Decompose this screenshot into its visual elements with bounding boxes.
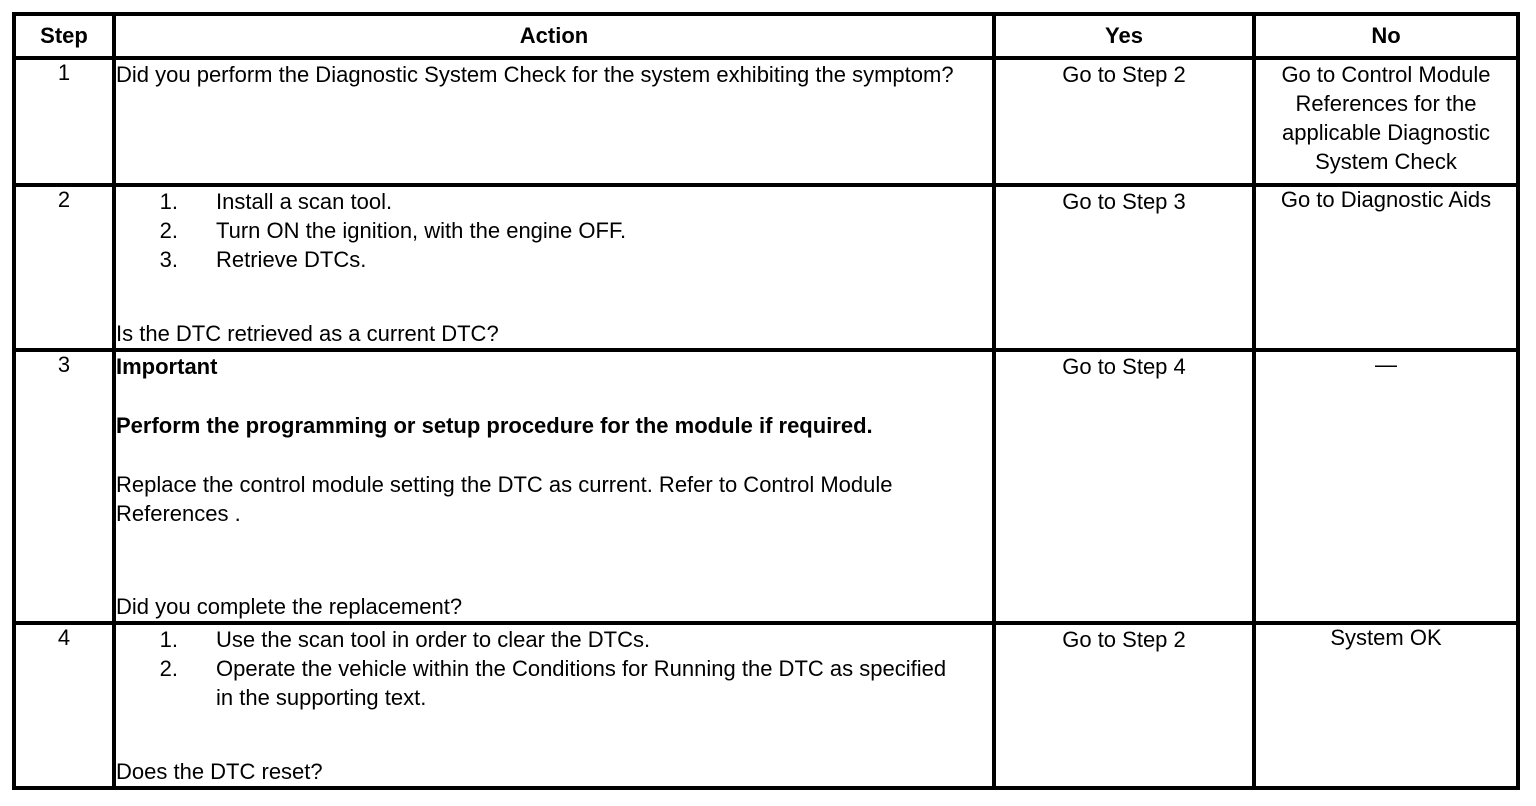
important-text: Perform the programming or setup procedure for the module if required. (116, 412, 873, 438)
important-label: Important (116, 353, 218, 379)
no-cell: System OK (1254, 623, 1518, 788)
header-no: No (1254, 14, 1518, 58)
no-line: Go to Control Module (1281, 62, 1491, 87)
no-line: System Check (1315, 149, 1457, 174)
no-line: applicable Diagnostic (1282, 120, 1490, 145)
list-item (116, 625, 992, 654)
no-cell (1254, 58, 1518, 185)
table-row (14, 185, 1518, 350)
procedure-list (116, 187, 992, 274)
list-item (116, 187, 992, 216)
list-item-number: 1. (159, 188, 178, 214)
list-item-text: Install a scan tool. (216, 188, 393, 214)
action-question: Is the DTC retrieved as a current DTC? (116, 320, 499, 346)
action-cell (114, 185, 994, 350)
list-item-number: 2. (159, 656, 178, 682)
table-row (14, 623, 1518, 788)
list-item (116, 245, 992, 274)
list-item-text: Use the scan tool in order to clear the DTCs. (216, 627, 651, 653)
header-step: Step (14, 14, 114, 58)
list-item-text: Turn ON the ignition, with the engine OFF. (216, 217, 627, 243)
action-instruction: Replace the control module setting the DTC as current. Refer to Control Module References . (116, 471, 893, 526)
yes-cell: Go to Step 4 (994, 350, 1254, 623)
table-row (14, 350, 1518, 623)
yes-cell: Go to Step 3 (994, 185, 1254, 350)
list-item (116, 216, 992, 245)
action-question: Does the DTC reset? (116, 759, 323, 784)
action-cell (114, 58, 994, 185)
no-line: References for the (1295, 91, 1477, 116)
list-item-number: 1. (159, 627, 178, 653)
no-cell: Go to Diagnostic Aids (1254, 185, 1518, 350)
header-row (14, 14, 1518, 58)
step-number: 3 (14, 350, 114, 623)
step-number: 2 (14, 185, 114, 350)
list-item-text: Operate the vehicle within the Conditions for Running the DTC as specified in the supporting text. (216, 656, 947, 711)
list-item-text: Retrieve DTCs. (216, 246, 367, 272)
list-item-number: 2. (159, 217, 178, 243)
list-item (116, 654, 992, 712)
diagnostic-table (12, 12, 1520, 790)
yes-cell: Go to Step 2 (994, 58, 1254, 185)
procedure-list (116, 625, 992, 712)
step-number: 4 (14, 623, 114, 788)
action-question: Did you complete the replacement? (116, 594, 463, 620)
action-cell (114, 623, 994, 788)
header-action: Action (114, 14, 994, 58)
action-question: Did you perform the Diagnostic System Check for the system exhibiting the symptom? (116, 62, 954, 87)
action-cell (114, 350, 994, 623)
step-number: 1 (14, 58, 114, 185)
table-row (14, 58, 1518, 185)
header-yes: Yes (994, 14, 1254, 58)
list-item-number: 3. (159, 246, 178, 272)
yes-cell: Go to Step 2 (994, 623, 1254, 788)
no-cell: — (1254, 350, 1518, 623)
